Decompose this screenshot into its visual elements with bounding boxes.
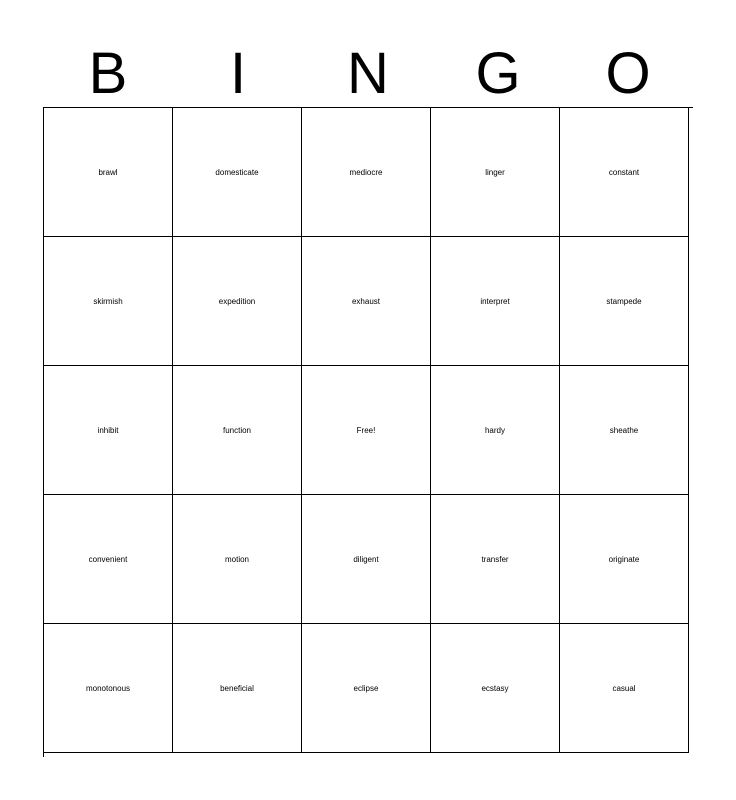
bingo-cell: domesticate <box>173 108 302 237</box>
bingo-cell: mediocre <box>302 108 431 237</box>
bingo-cell: beneficial <box>173 624 302 753</box>
bingo-cell: monotonous <box>44 624 173 753</box>
bingo-cell: motion <box>173 495 302 624</box>
bingo-cell: sheathe <box>560 366 689 495</box>
bingo-cell: convenient <box>44 495 173 624</box>
bingo-cell: originate <box>560 495 689 624</box>
bingo-cell: eclipse <box>302 624 431 753</box>
bingo-cell: constant <box>560 108 689 237</box>
bingo-header <box>43 40 693 108</box>
bingo-cell: expedition <box>173 237 302 366</box>
free-space-cell: Free! <box>302 366 431 495</box>
header-letter-n: N <box>347 41 389 106</box>
header-letter-i: I <box>229 41 247 106</box>
bingo-cell: skirmish <box>44 237 173 366</box>
bingo-cell: brawl <box>44 108 173 237</box>
bingo-cell: diligent <box>302 495 431 624</box>
bingo-cell: interpret <box>431 237 560 366</box>
bingo-grid <box>43 107 693 757</box>
header-letter-o: O <box>605 41 651 106</box>
bingo-cell: inhibit <box>44 366 173 495</box>
bingo-cell: linger <box>431 108 560 237</box>
header-letter-g: G <box>475 41 521 106</box>
bingo-cell: exhaust <box>302 237 431 366</box>
bingo-cell: stampede <box>560 237 689 366</box>
header-letter-b: B <box>88 41 128 106</box>
bingo-cell: hardy <box>431 366 560 495</box>
bingo-cell: function <box>173 366 302 495</box>
bingo-cell: transfer <box>431 495 560 624</box>
bingo-cell: casual <box>560 624 689 753</box>
bingo-cell: ecstasy <box>431 624 560 753</box>
